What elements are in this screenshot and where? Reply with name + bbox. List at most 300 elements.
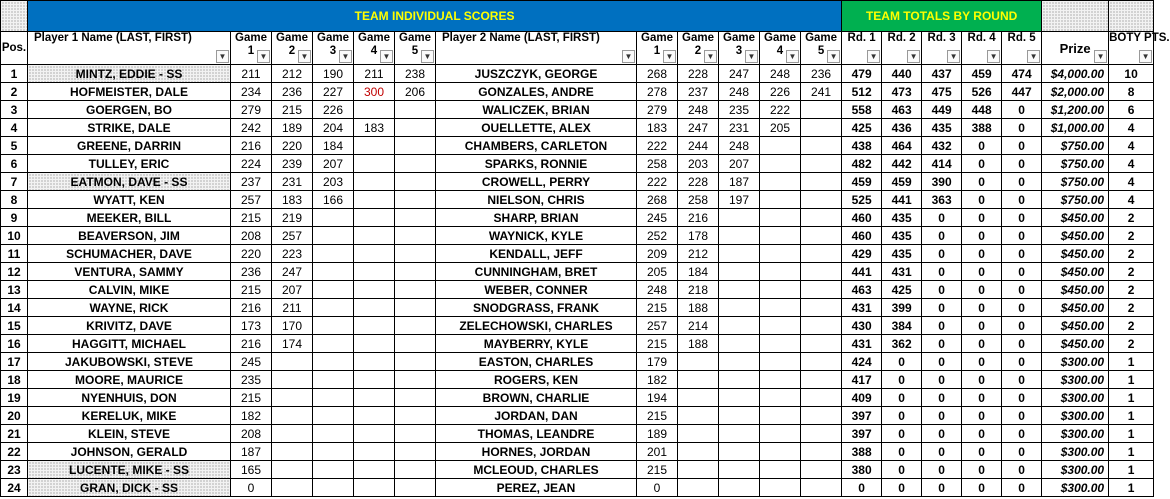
cell-p2-game-5[interactable] [801, 137, 842, 155]
cell-pos[interactable]: 8 [1, 191, 28, 209]
cell-boty-pts[interactable]: 1 [1109, 443, 1154, 461]
header-round-5[interactable] [1002, 32, 1042, 65]
cell-p2-game-5[interactable] [801, 173, 842, 191]
cell-round-2[interactable]: 425 [882, 281, 922, 299]
cell-round-5[interactable]: 0 [1002, 263, 1042, 281]
cell-p1-game-5[interactable] [395, 155, 436, 173]
cell-p2-game-2[interactable] [678, 353, 719, 371]
cell-p1-game-3[interactable] [313, 443, 354, 461]
cell-p1-game-5[interactable] [395, 209, 436, 227]
cell-p2-game-3[interactable] [719, 353, 760, 371]
cell-round-4[interactable]: 0 [962, 173, 1002, 191]
cell-round-2[interactable]: 435 [882, 245, 922, 263]
cell-prize[interactable]: $300.00 [1042, 407, 1109, 425]
game-filter-dropdown-icon[interactable]: ▼ [380, 50, 393, 63]
cell-player1-name[interactable]: KLEIN, STEVE [28, 425, 231, 443]
cell-p2-game-2[interactable]: 184 [678, 263, 719, 281]
cell-round-4[interactable]: 0 [962, 443, 1002, 461]
cell-round-1[interactable]: 558 [842, 101, 882, 119]
header-p1-game-3[interactable] [313, 32, 354, 65]
cell-round-3[interactable]: 0 [922, 353, 962, 371]
cell-round-4[interactable]: 0 [962, 407, 1002, 425]
cell-p1-game-4[interactable] [354, 263, 395, 281]
cell-player1-name[interactable]: EATMON, DAVE - SS [28, 173, 231, 191]
header-player2[interactable] [436, 32, 637, 65]
cell-p2-game-3[interactable]: 231 [719, 119, 760, 137]
header-p2-game-2[interactable] [678, 32, 719, 65]
cell-round-5[interactable]: 447 [1002, 83, 1042, 101]
cell-p2-game-4[interactable] [760, 479, 801, 497]
cell-player1-name[interactable]: KERELUK, MIKE [28, 407, 231, 425]
cell-player1-name[interactable]: JAKUBOWSKI, STEVE [28, 353, 231, 371]
cell-player2-name[interactable]: JUSZCZYK, GEORGE [436, 65, 637, 83]
cell-p1-game-1[interactable]: 187 [231, 443, 272, 461]
cell-p2-game-2[interactable]: 212 [678, 245, 719, 263]
cell-round-1[interactable]: 512 [842, 83, 882, 101]
cell-p2-game-1[interactable]: 279 [637, 101, 678, 119]
cell-p1-game-4[interactable] [354, 137, 395, 155]
cell-p2-game-1[interactable]: 209 [637, 245, 678, 263]
game-filter-dropdown-icon[interactable]: ▼ [745, 50, 758, 63]
cell-prize[interactable]: $450.00 [1042, 227, 1109, 245]
cell-p1-game-1[interactable]: 237 [231, 173, 272, 191]
cell-p2-game-4[interactable]: 248 [760, 65, 801, 83]
cell-p1-game-4[interactable] [354, 155, 395, 173]
cell-p2-game-4[interactable] [760, 173, 801, 191]
cell-p2-game-2[interactable]: 216 [678, 209, 719, 227]
cell-round-5[interactable]: 0 [1002, 461, 1042, 479]
game-filter-dropdown-icon[interactable]: ▼ [704, 50, 717, 63]
cell-player1-name[interactable]: BEAVERSON, JIM [28, 227, 231, 245]
cell-p2-game-1[interactable]: 0 [637, 479, 678, 497]
cell-round-1[interactable]: 431 [842, 335, 882, 353]
cell-p2-game-5[interactable] [801, 299, 842, 317]
cell-round-5[interactable]: 0 [1002, 191, 1042, 209]
cell-p2-game-2[interactable]: 248 [678, 101, 719, 119]
cell-prize[interactable]: $450.00 [1042, 245, 1109, 263]
cell-round-1[interactable]: 438 [842, 137, 882, 155]
cell-p2-game-2[interactable]: 244 [678, 137, 719, 155]
cell-p2-game-4[interactable] [760, 227, 801, 245]
cell-p2-game-4[interactable] [760, 317, 801, 335]
cell-p1-game-2[interactable]: 219 [272, 209, 313, 227]
cell-round-1[interactable]: 397 [842, 425, 882, 443]
cell-p1-game-5[interactable] [395, 335, 436, 353]
cell-round-3[interactable]: 0 [922, 227, 962, 245]
header-player1[interactable] [28, 32, 231, 65]
cell-p2-game-1[interactable]: 222 [637, 137, 678, 155]
cell-player2-name[interactable]: SNODGRASS, FRANK [436, 299, 637, 317]
cell-p2-game-3[interactable]: 235 [719, 101, 760, 119]
cell-prize[interactable]: $300.00 [1042, 479, 1109, 497]
cell-p2-game-3[interactable] [719, 389, 760, 407]
cell-boty-pts[interactable]: 2 [1109, 281, 1154, 299]
prize-filter-dropdown-icon[interactable]: ▼ [1094, 50, 1107, 63]
cell-prize[interactable]: $300.00 [1042, 443, 1109, 461]
cell-p1-game-4[interactable] [354, 461, 395, 479]
header-p1-game-4[interactable] [354, 32, 395, 65]
cell-round-5[interactable]: 474 [1002, 65, 1042, 83]
cell-round-3[interactable]: 0 [922, 425, 962, 443]
cell-round-3[interactable]: 390 [922, 173, 962, 191]
cell-p1-game-4[interactable] [354, 101, 395, 119]
cell-p2-game-5[interactable] [801, 191, 842, 209]
cell-p1-game-3[interactable]: 184 [313, 137, 354, 155]
cell-p1-game-5[interactable] [395, 101, 436, 119]
cell-round-3[interactable]: 435 [922, 119, 962, 137]
cell-p2-game-2[interactable] [678, 443, 719, 461]
cell-boty-pts[interactable]: 8 [1109, 83, 1154, 101]
cell-round-3[interactable]: 0 [922, 299, 962, 317]
cell-round-4[interactable]: 0 [962, 245, 1002, 263]
cell-round-4[interactable]: 448 [962, 101, 1002, 119]
cell-p1-game-5[interactable] [395, 389, 436, 407]
cell-p2-game-3[interactable]: 207 [719, 155, 760, 173]
cell-player1-name[interactable]: MOORE, MAURICE [28, 371, 231, 389]
cell-p2-game-4[interactable] [760, 137, 801, 155]
cell-prize[interactable]: $4,000.00 [1042, 65, 1109, 83]
cell-player1-name[interactable]: NYENHUIS, DON [28, 389, 231, 407]
cell-prize[interactable]: $450.00 [1042, 335, 1109, 353]
cell-p2-game-1[interactable]: 205 [637, 263, 678, 281]
cell-p2-game-2[interactable] [678, 407, 719, 425]
header-prize[interactable] [1042, 32, 1109, 65]
cell-p2-game-4[interactable] [760, 443, 801, 461]
cell-p1-game-3[interactable]: 204 [313, 119, 354, 137]
cell-player1-name[interactable]: SCHUMACHER, DAVE [28, 245, 231, 263]
cell-p2-game-4[interactable]: 205 [760, 119, 801, 137]
cell-round-3[interactable]: 475 [922, 83, 962, 101]
cell-prize[interactable]: $450.00 [1042, 281, 1109, 299]
cell-boty-pts[interactable]: 2 [1109, 263, 1154, 281]
cell-p2-game-5[interactable] [801, 263, 842, 281]
cell-p2-game-2[interactable] [678, 389, 719, 407]
cell-player2-name[interactable]: HORNES, JORDAN [436, 443, 637, 461]
cell-p2-game-5[interactable] [801, 155, 842, 173]
cell-round-2[interactable]: 441 [882, 191, 922, 209]
cell-round-4[interactable]: 0 [962, 425, 1002, 443]
cell-p1-game-4[interactable] [354, 371, 395, 389]
cell-p2-game-5[interactable] [801, 425, 842, 443]
cell-round-2[interactable]: 431 [882, 263, 922, 281]
cell-p1-game-3[interactable]: 227 [313, 83, 354, 101]
cell-round-5[interactable]: 0 [1002, 335, 1042, 353]
cell-p2-game-2[interactable] [678, 371, 719, 389]
header-p2-game-4[interactable] [760, 32, 801, 65]
cell-p1-game-3[interactable] [313, 407, 354, 425]
cell-prize[interactable]: $450.00 [1042, 317, 1109, 335]
cell-p1-game-2[interactable] [272, 443, 313, 461]
cell-p1-game-1[interactable]: 257 [231, 191, 272, 209]
cell-p1-game-4[interactable] [354, 353, 395, 371]
cell-p1-game-5[interactable] [395, 137, 436, 155]
cell-p2-game-2[interactable]: 237 [678, 83, 719, 101]
cell-round-5[interactable]: 0 [1002, 443, 1042, 461]
cell-player1-name[interactable]: GREENE, DARRIN [28, 137, 231, 155]
round-filter-dropdown-icon[interactable]: ▼ [1027, 50, 1040, 63]
cell-p1-game-2[interactable] [272, 407, 313, 425]
cell-pos[interactable]: 16 [1, 335, 28, 353]
round-filter-dropdown-icon[interactable]: ▼ [987, 50, 1000, 63]
cell-round-3[interactable]: 0 [922, 263, 962, 281]
cell-p2-game-5[interactable] [801, 353, 842, 371]
cell-player2-name[interactable]: KENDALL, JEFF [436, 245, 637, 263]
cell-p2-game-1[interactable]: 245 [637, 209, 678, 227]
cell-round-2[interactable]: 435 [882, 227, 922, 245]
cell-round-4[interactable]: 0 [962, 317, 1002, 335]
cell-p2-game-4[interactable] [760, 281, 801, 299]
cell-round-4[interactable]: 0 [962, 389, 1002, 407]
cell-round-2[interactable]: 0 [882, 371, 922, 389]
cell-p2-game-1[interactable]: 215 [637, 299, 678, 317]
cell-pos[interactable]: 5 [1, 137, 28, 155]
cell-player2-name[interactable]: CHAMBERS, CARLETON [436, 137, 637, 155]
cell-p1-game-2[interactable]: 189 [272, 119, 313, 137]
cell-round-2[interactable]: 0 [882, 407, 922, 425]
cell-round-4[interactable]: 526 [962, 83, 1002, 101]
cell-round-1[interactable]: 425 [842, 119, 882, 137]
cell-p2-game-2[interactable] [678, 425, 719, 443]
cell-boty-pts[interactable]: 1 [1109, 461, 1154, 479]
cell-player1-name[interactable]: CALVIN, MIKE [28, 281, 231, 299]
cell-p1-game-5[interactable] [395, 281, 436, 299]
cell-player2-name[interactable]: JORDAN, DAN [436, 407, 637, 425]
cell-round-2[interactable]: 0 [882, 353, 922, 371]
cell-boty-pts[interactable]: 4 [1109, 173, 1154, 191]
cell-p1-game-3[interactable]: 203 [313, 173, 354, 191]
cell-round-2[interactable]: 399 [882, 299, 922, 317]
cell-p2-game-1[interactable]: 257 [637, 317, 678, 335]
cell-boty-pts[interactable]: 2 [1109, 245, 1154, 263]
cell-player1-name[interactable]: GRAN, DICK - SS [28, 479, 231, 497]
cell-p1-game-3[interactable]: 166 [313, 191, 354, 209]
cell-p2-game-4[interactable] [760, 425, 801, 443]
cell-p2-game-2[interactable]: 218 [678, 281, 719, 299]
cell-p2-game-1[interactable]: 222 [637, 173, 678, 191]
cell-pos[interactable]: 10 [1, 227, 28, 245]
cell-boty-pts[interactable]: 1 [1109, 371, 1154, 389]
cell-p1-game-3[interactable] [313, 389, 354, 407]
cell-p2-game-1[interactable]: 215 [637, 461, 678, 479]
cell-p1-game-2[interactable]: 183 [272, 191, 313, 209]
cell-p2-game-1[interactable]: 189 [637, 425, 678, 443]
cell-p2-game-5[interactable]: 236 [801, 65, 842, 83]
cell-p1-game-3[interactable] [313, 371, 354, 389]
cell-player2-name[interactable]: MCLEOUD, CHARLES [436, 461, 637, 479]
cell-p1-game-4[interactable] [354, 281, 395, 299]
cell-p2-game-3[interactable] [719, 371, 760, 389]
cell-pos[interactable]: 19 [1, 389, 28, 407]
cell-round-1[interactable]: 463 [842, 281, 882, 299]
cell-round-1[interactable]: 525 [842, 191, 882, 209]
cell-player2-name[interactable]: SPARKS, RONNIE [436, 155, 637, 173]
cell-round-1[interactable]: 388 [842, 443, 882, 461]
cell-p1-game-4[interactable] [354, 389, 395, 407]
cell-round-2[interactable]: 0 [882, 443, 922, 461]
cell-p1-game-1[interactable]: 279 [231, 101, 272, 119]
cell-pos[interactable]: 18 [1, 371, 28, 389]
cell-round-1[interactable]: 460 [842, 209, 882, 227]
cell-p1-game-1[interactable]: 216 [231, 299, 272, 317]
cell-p1-game-3[interactable] [313, 335, 354, 353]
cell-boty-pts[interactable]: 4 [1109, 137, 1154, 155]
cell-p1-game-5[interactable] [395, 227, 436, 245]
cell-round-5[interactable]: 0 [1002, 407, 1042, 425]
cell-p2-game-3[interactable] [719, 407, 760, 425]
cell-prize[interactable]: $2,000.00 [1042, 83, 1109, 101]
cell-p1-game-2[interactable] [272, 389, 313, 407]
cell-round-5[interactable]: 0 [1002, 119, 1042, 137]
cell-player1-name[interactable]: HOFMEISTER, DALE [28, 83, 231, 101]
cell-p2-game-5[interactable] [801, 245, 842, 263]
cell-p2-game-4[interactable] [760, 371, 801, 389]
cell-player2-name[interactable]: OUELLETTE, ALEX [436, 119, 637, 137]
cell-boty-pts[interactable]: 1 [1109, 425, 1154, 443]
cell-round-3[interactable]: 449 [922, 101, 962, 119]
cell-round-2[interactable]: 459 [882, 173, 922, 191]
header-round-2[interactable] [882, 32, 922, 65]
cell-pos[interactable]: 11 [1, 245, 28, 263]
cell-player2-name[interactable]: CROWELL, PERRY [436, 173, 637, 191]
cell-boty-pts[interactable]: 1 [1109, 353, 1154, 371]
cell-round-5[interactable]: 0 [1002, 209, 1042, 227]
cell-round-5[interactable]: 0 [1002, 227, 1042, 245]
cell-pos[interactable]: 6 [1, 155, 28, 173]
cell-round-1[interactable]: 460 [842, 227, 882, 245]
player1-filter-dropdown-icon[interactable]: ▼ [216, 50, 229, 63]
cell-prize[interactable]: $750.00 [1042, 191, 1109, 209]
cell-round-5[interactable]: 0 [1002, 479, 1042, 497]
cell-p1-game-2[interactable] [272, 479, 313, 497]
cell-p1-game-5[interactable] [395, 191, 436, 209]
cell-player2-name[interactable]: SHARP, BRIAN [436, 209, 637, 227]
cell-p1-game-4[interactable]: 211 [354, 65, 395, 83]
cell-boty-pts[interactable]: 2 [1109, 317, 1154, 335]
cell-boty-pts[interactable]: 10 [1109, 65, 1154, 83]
cell-p1-game-5[interactable]: 238 [395, 65, 436, 83]
cell-p2-game-3[interactable]: 248 [719, 83, 760, 101]
cell-round-3[interactable]: 0 [922, 371, 962, 389]
team-individual-scores-banner[interactable]: TEAM INDIVIDUAL SCORES [28, 1, 842, 32]
cell-p1-game-1[interactable]: 235 [231, 371, 272, 389]
cell-prize[interactable]: $300.00 [1042, 353, 1109, 371]
cell-p2-game-5[interactable] [801, 101, 842, 119]
header-p1-game-1[interactable] [231, 32, 272, 65]
cell-p1-game-1[interactable]: 245 [231, 353, 272, 371]
cell-round-3[interactable]: 0 [922, 317, 962, 335]
cell-p1-game-5[interactable] [395, 245, 436, 263]
cell-p1-game-2[interactable]: 247 [272, 263, 313, 281]
cell-player2-name[interactable]: WEBER, CONNER [436, 281, 637, 299]
cell-boty-pts[interactable]: 1 [1109, 479, 1154, 497]
cell-p2-game-3[interactable] [719, 443, 760, 461]
cell-pos[interactable]: 12 [1, 263, 28, 281]
cell-p2-game-4[interactable] [760, 407, 801, 425]
game-filter-dropdown-icon[interactable]: ▼ [257, 50, 270, 63]
cell-p2-game-5[interactable] [801, 335, 842, 353]
cell-p1-game-1[interactable]: 242 [231, 119, 272, 137]
cell-p2-game-3[interactable]: 248 [719, 137, 760, 155]
cell-p1-game-5[interactable] [395, 479, 436, 497]
cell-p1-game-1[interactable]: 211 [231, 65, 272, 83]
cell-p1-game-2[interactable]: 212 [272, 65, 313, 83]
cell-round-3[interactable]: 0 [922, 479, 962, 497]
cell-pos[interactable]: 7 [1, 173, 28, 191]
cell-player2-name[interactable]: GONZALES, ANDRE [436, 83, 637, 101]
header-round-3[interactable] [922, 32, 962, 65]
cell-p1-game-4[interactable] [354, 227, 395, 245]
cell-p1-game-3[interactable] [313, 281, 354, 299]
cell-p2-game-1[interactable]: 268 [637, 191, 678, 209]
cell-p1-game-1[interactable]: 224 [231, 155, 272, 173]
cell-p2-game-3[interactable] [719, 209, 760, 227]
cell-player1-name[interactable]: HAGGITT, MICHAEL [28, 335, 231, 353]
cell-p1-game-5[interactable] [395, 263, 436, 281]
game-filter-dropdown-icon[interactable]: ▼ [339, 50, 352, 63]
cell-p1-game-5[interactable] [395, 407, 436, 425]
cell-p1-game-5[interactable] [395, 425, 436, 443]
cell-p1-game-2[interactable]: 174 [272, 335, 313, 353]
cell-round-3[interactable]: 0 [922, 335, 962, 353]
cell-round-4[interactable]: 0 [962, 263, 1002, 281]
cell-player2-name[interactable]: THOMAS, LEANDRE [436, 425, 637, 443]
cell-player1-name[interactable]: WAYNE, RICK [28, 299, 231, 317]
cell-p2-game-3[interactable]: 187 [719, 173, 760, 191]
cell-player1-name[interactable]: MINTZ, EDDIE - SS [28, 65, 231, 83]
cell-round-1[interactable]: 459 [842, 173, 882, 191]
cell-p2-game-4[interactable] [760, 353, 801, 371]
cell-round-3[interactable]: 0 [922, 281, 962, 299]
cell-round-5[interactable]: 0 [1002, 389, 1042, 407]
cell-p1-game-1[interactable]: 234 [231, 83, 272, 101]
cell-p2-game-4[interactable] [760, 209, 801, 227]
cell-p2-game-5[interactable] [801, 479, 842, 497]
cell-round-2[interactable]: 0 [882, 389, 922, 407]
cell-round-1[interactable]: 409 [842, 389, 882, 407]
cell-p2-game-4[interactable] [760, 155, 801, 173]
cell-round-1[interactable]: 424 [842, 353, 882, 371]
cell-round-3[interactable]: 0 [922, 461, 962, 479]
cell-player1-name[interactable]: TULLEY, ERIC [28, 155, 231, 173]
cell-p1-game-4[interactable] [354, 191, 395, 209]
cell-player1-name[interactable]: WYATT, KEN [28, 191, 231, 209]
cell-p1-game-5[interactable] [395, 461, 436, 479]
cell-p1-game-4[interactable]: 183 [354, 119, 395, 137]
cell-round-2[interactable]: 440 [882, 65, 922, 83]
cell-pos[interactable]: 22 [1, 443, 28, 461]
cell-boty-pts[interactable]: 2 [1109, 209, 1154, 227]
cell-p2-game-2[interactable]: 214 [678, 317, 719, 335]
cell-round-4[interactable]: 0 [962, 191, 1002, 209]
cell-boty-pts[interactable]: 1 [1109, 407, 1154, 425]
cell-player2-name[interactable]: WAYNICK, KYLE [436, 227, 637, 245]
game-filter-dropdown-icon[interactable]: ▼ [421, 50, 434, 63]
cell-round-5[interactable]: 0 [1002, 317, 1042, 335]
cell-round-2[interactable]: 464 [882, 137, 922, 155]
cell-p1-game-5[interactable] [395, 119, 436, 137]
cell-p1-game-2[interactable]: 223 [272, 245, 313, 263]
cell-boty-pts[interactable]: 4 [1109, 119, 1154, 137]
cell-p1-game-3[interactable] [313, 299, 354, 317]
cell-p1-game-1[interactable]: 216 [231, 137, 272, 155]
cell-player1-name[interactable]: STRIKE, DALE [28, 119, 231, 137]
cell-round-2[interactable]: 463 [882, 101, 922, 119]
cell-p1-game-4[interactable]: 300 [354, 83, 395, 101]
cell-p1-game-5[interactable] [395, 317, 436, 335]
cell-p1-game-2[interactable]: 236 [272, 83, 313, 101]
cell-round-3[interactable]: 0 [922, 443, 962, 461]
cell-player1-name[interactable]: VENTURA, SAMMY [28, 263, 231, 281]
